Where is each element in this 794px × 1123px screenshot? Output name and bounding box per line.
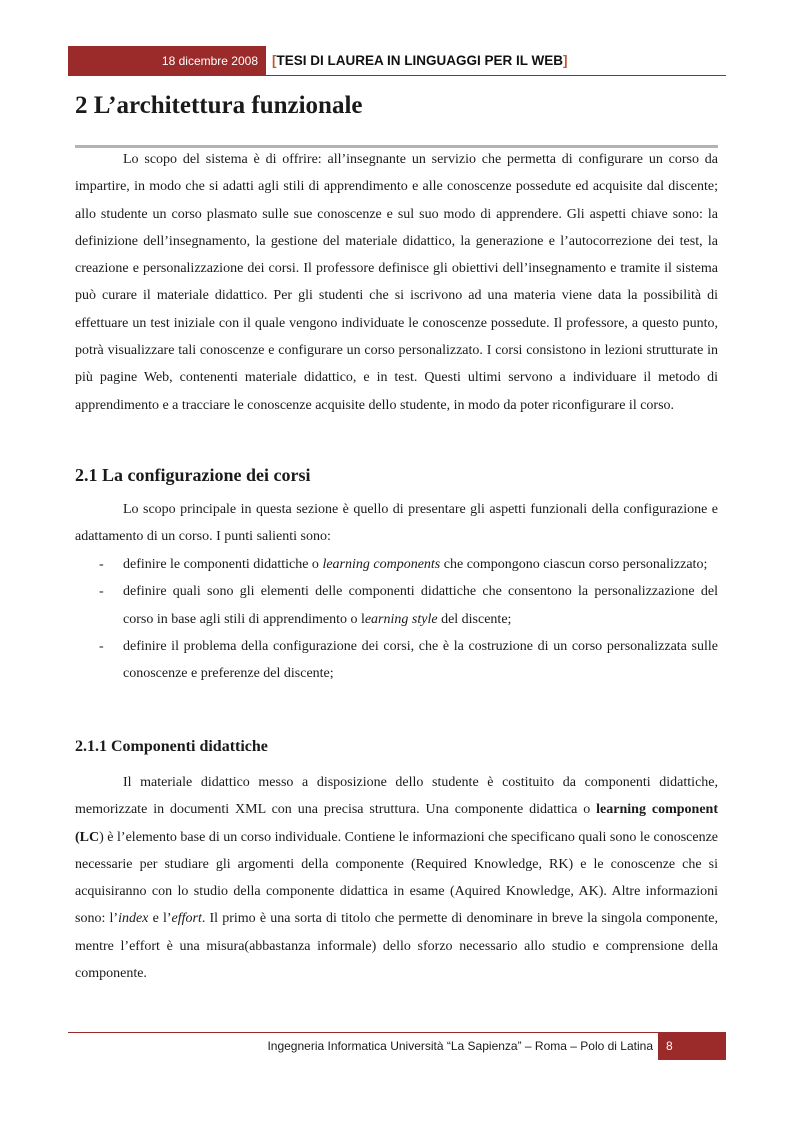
bold-term: learning component (LC [75,802,718,845]
subsection-heading: 2.1.1 Componenti didattiche [75,738,268,755]
section-heading: 2.1 La configurazione dei corsi [75,465,311,485]
footer-text: Ingegneria Informatica Università “La Sapienza” – Roma – Polo di Latina [267,1039,653,1053]
header-title-text: TESI DI LAUREA IN LINGUAGGI PER IL WEB [276,53,564,68]
emphasis-term: index [118,911,149,927]
emphasis-term: earning style [364,611,438,627]
section-paragraph: Lo scopo principale in questa sezione è quello di presentare gli aspetti funzionali della configurazione e adattamento di un corso. I punti salienti sono: [75,502,718,545]
header-title [272,46,568,76]
section-bullet-list [75,551,718,687]
bullet-dash: - [99,638,104,654]
header-bracket-close: ] [563,53,568,68]
header-date: 18 dicembre 2008 [68,46,266,76]
list-item: - definire le componenti didattiche o learning components che compongono ciascun corso personalizzato; [75,551,718,578]
list-item: - definire il problema della configurazione dei corsi, che è la costruzione di un corso personalizzata sulle conoscenze e preferenze del discente; [75,633,718,688]
list-item: - definire quali sono gli elementi delle componenti didattiche che consentono la personalizzazione del corso in base agli stili di apprendimento o learning style del discente; [75,578,718,633]
header-bracket-open: [ [272,53,277,68]
subsection-paragraph: Il materiale didattico messo a disposizione dello studente è costituito da componenti didattiche, memorizzate in documenti XML con una precisa struttura. Una componente didattica o learning component (LC) è l’elemento base di un corso individuale. Contiene le informazioni che specificano quali sono le conoscenze necessarie per studiare gli argomenti della componente (Required Knowledge, RK) e le conoscenze che si acquisiranno con lo studio della componente didattica in esame (Aquired Knowledge, AK). Altre informazioni sono: l’index e l’effort. Il primo è una sorta di titolo che permette di denominare in breve la singola componente, mentre l’effort è una misura(abbastanza informale) dello sforzo necessario allo studio e comprensione della componente. [75,775,718,982]
bullet-dash: - [99,584,104,600]
emphasis-term: learning components [322,557,441,572]
bullet-dash: - [99,557,104,572]
chapter-paragraph: Lo scopo del sistema è di offrire: all’insegnante un servizio che permetta di configurare un corso da impartire, in modo che si adatti agli stili di apprendimento e alle conoscenze possedute ed acquisite dal discente; allo studente un corso plasmato sulle sue conoscenze e sul suo modo di apprendere. Gli aspetti chiave sono: la definizione dell’insegnamento, la gestione del materiale didattico, la generazione e l’autocorrezione dei test, la creazione e personalizzazione dei corsi. Il professore definisce gli obiettivi dell’insegnamento e tramite il sistema può curare il materiale didattico. Per gli studenti che si iscrivono ad una materia viene data la possibilità di effettuare un test iniziale con il quale vengono individuate le conoscenze possedute. Il professore, a questo punto, potrà visualizzare tali conoscenze e configurare un corso personalizzato. I corsi consistono in lezioni strutturate in più pagine Web, contenenti materiale didattico, e in test. Questi ultimi servono a individuare il metodo di apprendimento e a tracciare le conoscenze acquisite dello studente, in modo da poter riconfigurare il corso. [75,152,718,413]
page-number: 8 [658,1032,726,1060]
emphasis-term: effort [171,911,202,927]
header-rule [266,75,726,76]
chapter-heading: 2 L’architettura funzionale [75,92,363,119]
